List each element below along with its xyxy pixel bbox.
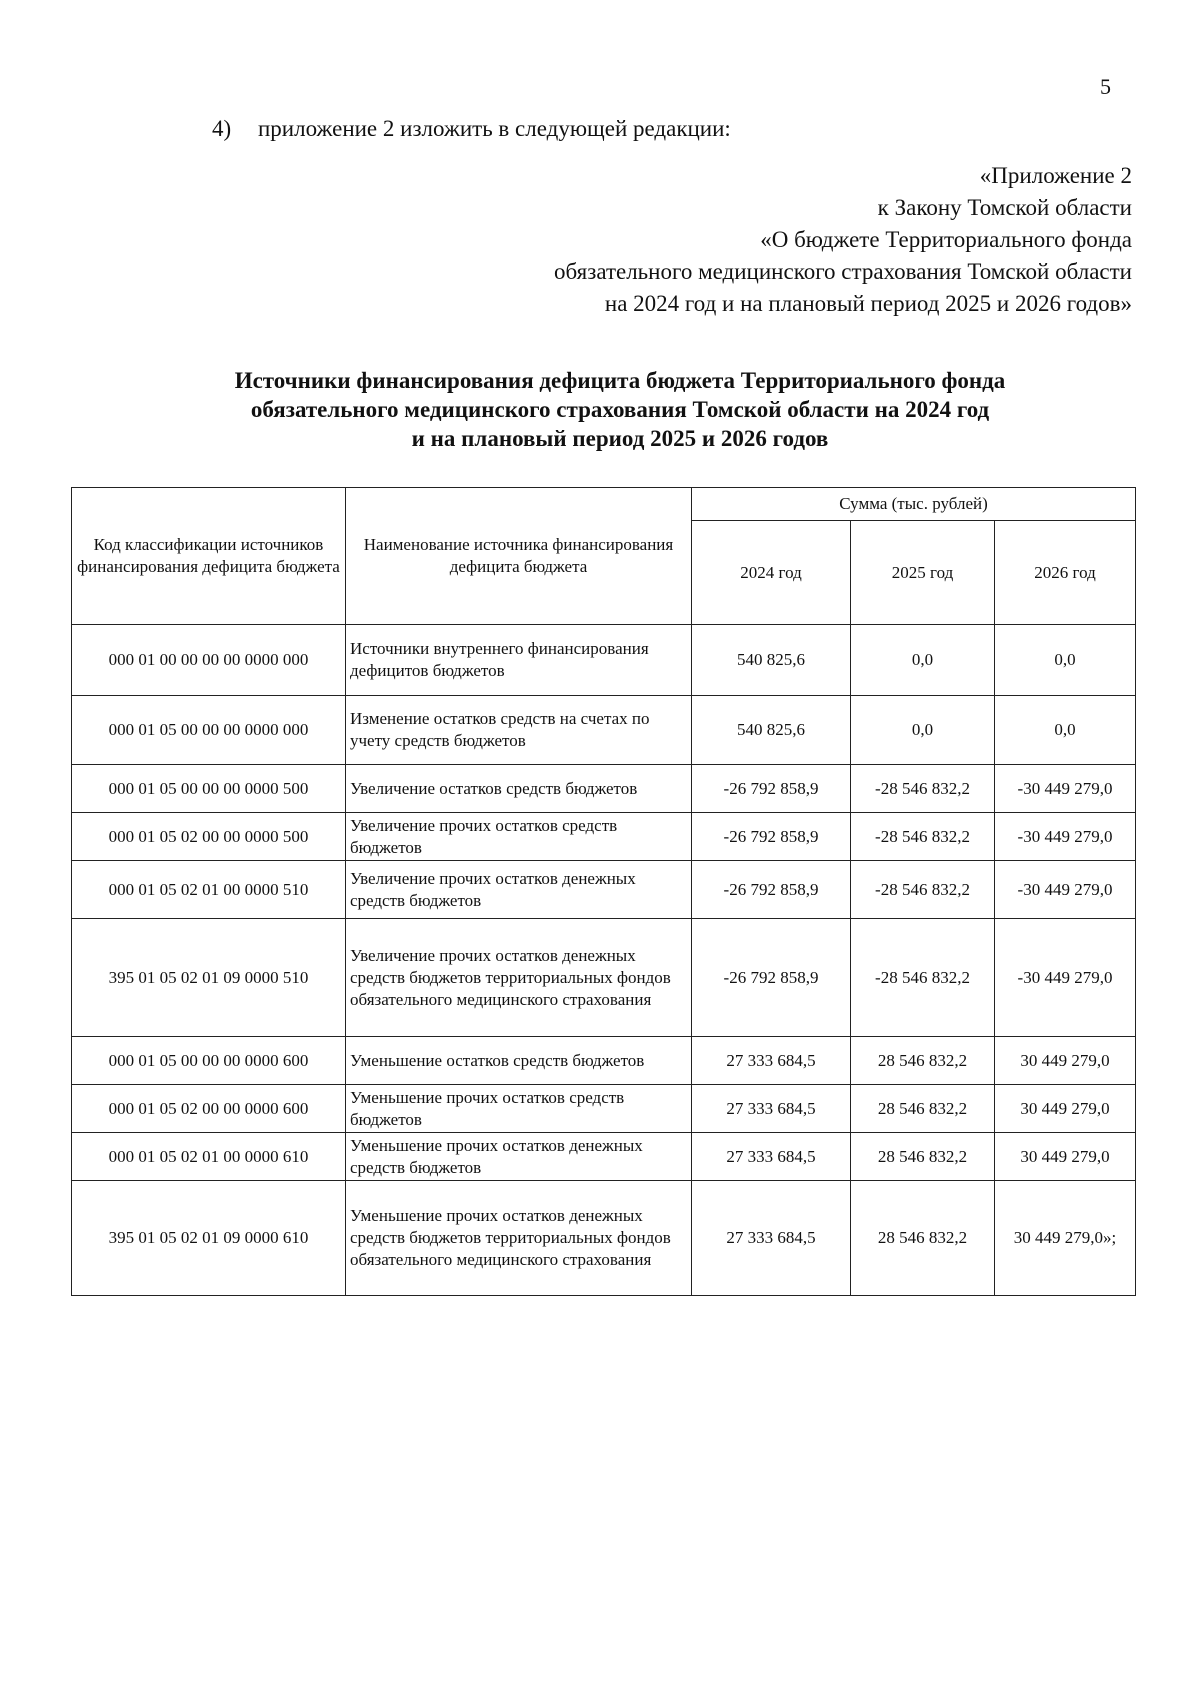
amendment-intro — [212, 116, 731, 142]
document-title — [120, 366, 1120, 453]
row-name: Источники внутреннего финансирования дефицитов бюджетов — [346, 625, 692, 696]
table-row — [72, 765, 1136, 813]
row-name: Увеличение прочих остатков денежных средств бюджетов — [346, 861, 692, 919]
row-value-2024: -26 792 858,9 — [692, 765, 851, 813]
row-value-2024: 27 333 684,5 — [692, 1085, 851, 1133]
row-value-2026: -30 449 279,0 — [995, 861, 1136, 919]
row-value-2026: -30 449 279,0 — [995, 765, 1136, 813]
amendment-number: 4) — [212, 116, 232, 141]
row-value-2026: 0,0 — [995, 625, 1136, 696]
table-row — [72, 861, 1136, 919]
appendix-reference — [372, 160, 1132, 320]
appendix-line: «Приложение 2 — [979, 163, 1132, 188]
title-line: Источники финансирования дефицита бюджета Территориального фонда — [234, 368, 1006, 393]
row-value-2025: 28 546 832,2 — [851, 1181, 995, 1296]
row-value-2025: 28 546 832,2 — [851, 1085, 995, 1133]
table-row — [72, 919, 1136, 1037]
page-number: 5 — [1100, 74, 1111, 99]
row-value-2026: 30 449 279,0 — [995, 1085, 1136, 1133]
row-name: Уменьшение остатков средств бюджетов — [346, 1037, 692, 1085]
row-value-2025: -28 546 832,2 — [851, 813, 995, 861]
row-value-2025: 28 546 832,2 — [851, 1037, 995, 1085]
row-code: 395 01 05 02 01 09 0000 610 — [72, 1181, 346, 1296]
row-value-2024: 540 825,6 — [692, 625, 851, 696]
row-name: Уменьшение прочих остатков денежных средств бюджетов территориальных фондов обязательного медицинского страхования — [346, 1181, 692, 1296]
financing-table — [71, 487, 1136, 1296]
row-code: 000 01 05 00 00 00 0000 500 — [72, 765, 346, 813]
row-code: 000 01 05 00 00 00 0000 600 — [72, 1037, 346, 1085]
row-value-2026: 30 449 279,0»; — [995, 1181, 1136, 1296]
row-value-2025: 0,0 — [851, 625, 995, 696]
row-name: Изменение остатков средств на счетах по учету средств бюджетов — [346, 696, 692, 765]
amendment-text: приложение 2 изложить в следующей редакции: — [258, 116, 731, 141]
row-value-2024: -26 792 858,9 — [692, 919, 851, 1037]
row-value-2026: 30 449 279,0 — [995, 1133, 1136, 1181]
title-line: и на плановый период 2025 и 2026 годов — [411, 426, 829, 451]
row-code: 000 01 05 02 00 00 0000 500 — [72, 813, 346, 861]
row-value-2024: -26 792 858,9 — [692, 861, 851, 919]
row-value-2026: 0,0 — [995, 696, 1136, 765]
title-line: обязательного медицинского страхования Томской области на 2024 год — [250, 397, 990, 422]
row-code: 000 01 00 00 00 00 0000 000 — [72, 625, 346, 696]
header-name: Наименование источника финансирования дефицита бюджета — [346, 488, 692, 625]
table-row — [72, 1037, 1136, 1085]
row-value-2025: 28 546 832,2 — [851, 1133, 995, 1181]
table-row — [72, 813, 1136, 861]
row-name: Уменьшение прочих остатков денежных средств бюджетов — [346, 1133, 692, 1181]
row-value-2026: -30 449 279,0 — [995, 919, 1136, 1037]
row-name: Увеличение остатков средств бюджетов — [346, 765, 692, 813]
row-value-2026: 30 449 279,0 — [995, 1037, 1136, 1085]
row-value-2024: 27 333 684,5 — [692, 1133, 851, 1181]
row-code: 000 01 05 02 01 00 0000 510 — [72, 861, 346, 919]
row-value-2025: -28 546 832,2 — [851, 919, 995, 1037]
header-2024: 2024 год — [692, 521, 851, 625]
table-row — [72, 1085, 1136, 1133]
header-2026: 2026 год — [995, 521, 1136, 625]
appendix-line: к Закону Томской области — [877, 195, 1132, 220]
row-code: 000 01 05 00 00 00 0000 000 — [72, 696, 346, 765]
row-value-2024: 540 825,6 — [692, 696, 851, 765]
table-row — [72, 1181, 1136, 1296]
row-value-2024: 27 333 684,5 — [692, 1181, 851, 1296]
row-code: 395 01 05 02 01 09 0000 510 — [72, 919, 346, 1037]
appendix-line: «О бюджете Территориального фонда — [760, 227, 1132, 252]
row-code: 000 01 05 02 00 00 0000 600 — [72, 1085, 346, 1133]
row-value-2025: -28 546 832,2 — [851, 861, 995, 919]
row-name: Уменьшение прочих остатков средств бюджетов — [346, 1085, 692, 1133]
table-row — [72, 625, 1136, 696]
row-value-2025: 0,0 — [851, 696, 995, 765]
row-name: Увеличение прочих остатков средств бюджетов — [346, 813, 692, 861]
header-sum: Сумма (тыс. рублей) — [692, 488, 1136, 521]
header-2025: 2025 год — [851, 521, 995, 625]
appendix-line: обязательного медицинского страхования Томской области — [554, 259, 1132, 284]
row-code: 000 01 05 02 01 00 0000 610 — [72, 1133, 346, 1181]
appendix-line: на 2024 год и на плановый период 2025 и 2026 годов» — [604, 291, 1132, 316]
row-value-2024: -26 792 858,9 — [692, 813, 851, 861]
row-name: Увеличение прочих остатков денежных средств бюджетов территориальных фондов обязательного медицинского страхования — [346, 919, 692, 1037]
row-value-2024: 27 333 684,5 — [692, 1037, 851, 1085]
row-value-2025: -28 546 832,2 — [851, 765, 995, 813]
table-row — [72, 696, 1136, 765]
row-value-2026: -30 449 279,0 — [995, 813, 1136, 861]
header-code: Код классификации источников финансирования дефицита бюджета — [72, 488, 346, 625]
table-row — [72, 1133, 1136, 1181]
